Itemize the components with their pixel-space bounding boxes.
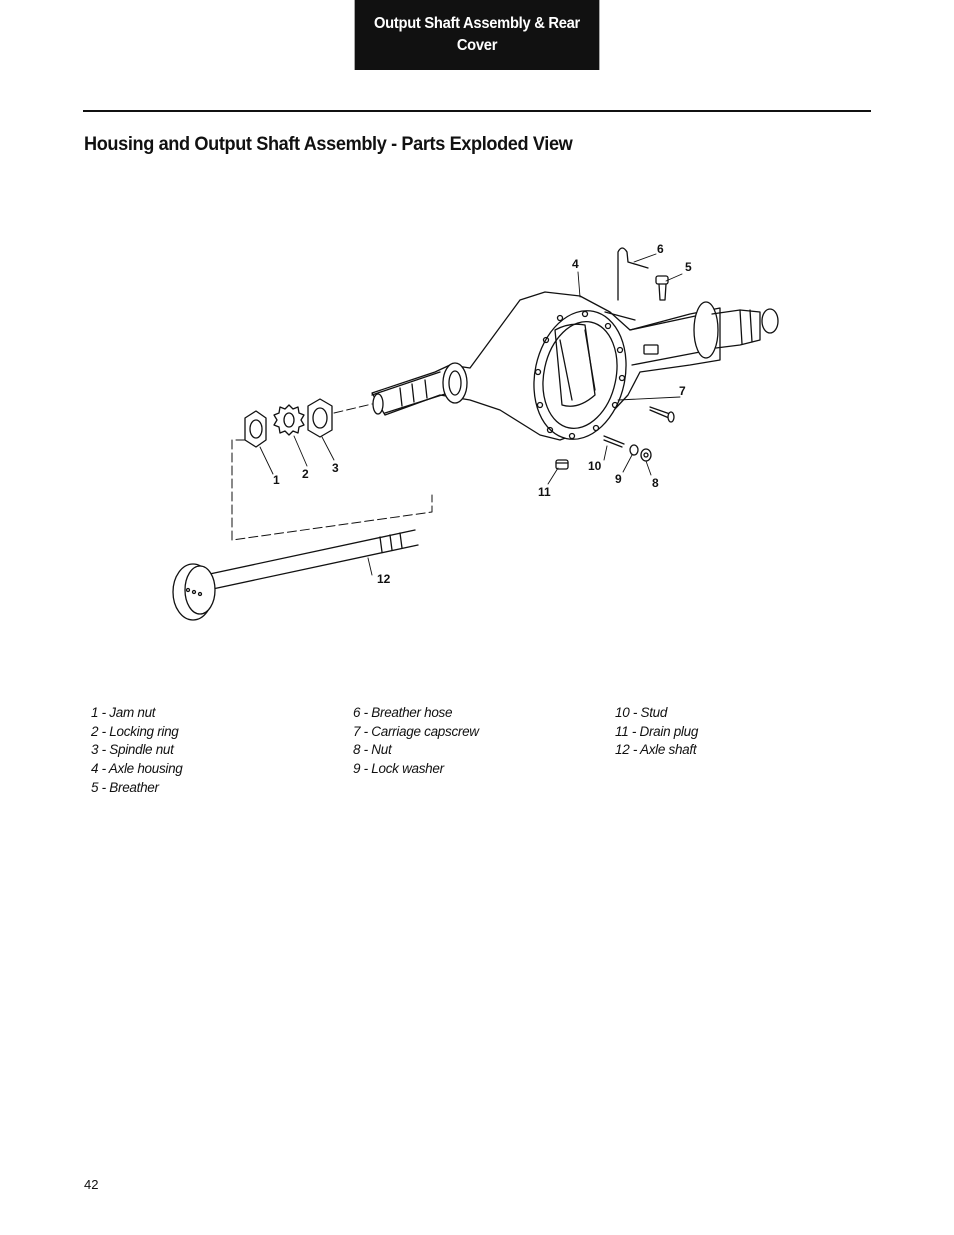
callout-7: 7 [679,384,686,398]
legend-item: 3 - Spindle nut [91,742,174,758]
jam-nut-drawing [245,411,266,447]
exploded-view-figure [160,230,800,630]
legend-item: 6 - Breather hose [353,705,453,720]
legend-item: 1 - Jam nut [91,705,156,720]
legend-item: 11 - Drain plug [615,723,699,739]
nut-drawing [641,449,651,461]
callout-6: 6 [657,242,664,256]
callout-9: 9 [615,472,622,486]
header-rule [83,110,871,112]
page-number: 42 [84,1177,99,1192]
legend-item: 4 - Axle housing [91,761,183,777]
callout-3: 3 [332,461,339,475]
legend-item: 2 - Locking ring [91,723,179,739]
section-tab-label: Output Shaft Assembly & Rear Cover [373,15,581,54]
legend-column-1 [91,704,183,798]
page-heading: Housing and Output Shaft Assembly - Parts Exploded View [84,133,573,155]
legend-item: 9 - Lock washer [353,761,444,777]
callout-10: 10 [588,459,602,473]
callout-12: 12 [377,572,391,586]
axle-housing-drawing [372,292,778,448]
stud-drawing [604,436,624,447]
legend-column-3 [615,704,698,760]
breather-hose-drawing [618,248,648,300]
legend-item: 7 - Carriage capscrew [353,723,479,739]
callout-4: 4 [572,257,579,271]
locking-ring-drawing [274,405,304,435]
section-tab [355,0,600,70]
lock-washer-drawing [630,445,638,455]
callout-11: 11 [538,485,551,499]
callout-2: 2 [302,467,309,481]
callout-8: 8 [652,476,659,490]
callout-1: 1 [273,473,280,487]
legend-column-2 [353,704,479,779]
spindle-nut-drawing [308,399,332,437]
carriage-capscrew-drawing [650,407,674,422]
breather-drawing [656,276,668,300]
callout-5: 5 [685,260,692,274]
legend-item: 5 - Breather [91,779,159,795]
legend-item: 12 - Axle shaft [615,742,697,758]
legend-item: 8 - Nut [353,742,392,758]
exploded-view-drawing [160,230,800,630]
legend-item: 10 - Stud [615,705,668,720]
